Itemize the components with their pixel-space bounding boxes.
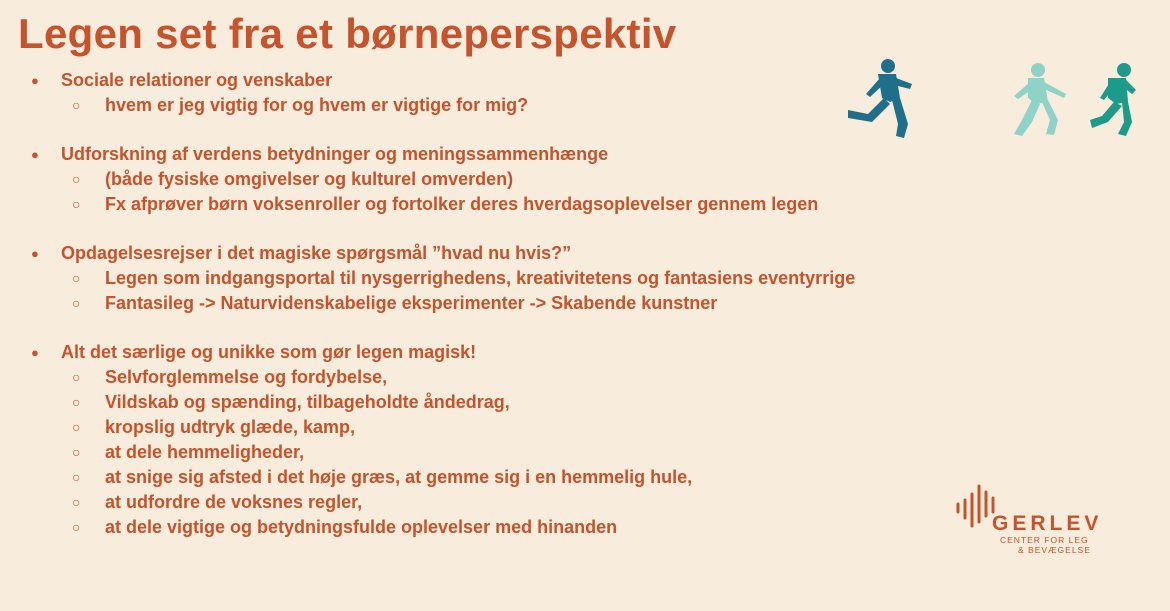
main-bullet-text: Udforskning af verdens betydninger og meningssammenhænge	[61, 144, 609, 164]
sub-bullet-text: Fantasileg -> Naturvidenskabelige eksperimenter -> Skabende kunstner	[105, 293, 718, 313]
sub-bullet-text: hvem er jeg vigtig for og hvem er vigtige for mig?	[105, 95, 529, 115]
running-child-dark-icon	[848, 59, 912, 138]
main-bullet	[0, 340, 1170, 365]
logo-subtitle-line1: CENTER FOR LEG	[1000, 535, 1089, 545]
sub-bullet-icon: ○	[72, 494, 81, 510]
main-bullet-text: Sociale relationer og venskaber	[61, 70, 333, 90]
main-bullet-text: Opdagelsesrejser i det magiske spørgsmål ”hvad nu hvis?”	[61, 243, 572, 263]
sub-bullet	[0, 291, 1170, 316]
sub-bullet	[0, 440, 1170, 465]
slide-title: Legen set fra et børneperspektiv	[18, 10, 677, 57]
bullet-icon: ●	[31, 147, 39, 162]
bullet-group	[0, 241, 1170, 316]
sub-bullet-text: (både fysiske omgivelser og kulturel omverden)	[105, 169, 514, 189]
sub-bullet-icon: ○	[72, 369, 81, 385]
sub-bullet-icon: ○	[72, 171, 81, 187]
main-bullet-text: Alt det særlige og unikke som gør legen magisk!	[61, 342, 477, 362]
sub-bullet-icon: ○	[72, 394, 81, 410]
sub-bullet-text: at snige sig afsted i det høje græs, at gemme sig i en hemmelig hule,	[105, 467, 693, 487]
bullet-icon: ●	[31, 345, 39, 360]
sub-bullet-icon: ○	[72, 519, 81, 535]
sub-bullet-icon: ○	[72, 469, 81, 485]
sub-bullet-icon: ○	[72, 444, 81, 460]
sub-bullet	[0, 266, 1170, 291]
gerlev-logo	[950, 482, 1110, 562]
running-child-light-icon	[1014, 63, 1066, 136]
sub-bullet	[0, 365, 1170, 390]
sub-bullet-icon: ○	[72, 270, 81, 286]
sub-bullet	[0, 192, 1170, 217]
sub-bullet	[0, 390, 1170, 415]
sub-bullet-icon: ○	[72, 295, 81, 311]
sub-bullet-text: at udfordre de voksnes regler,	[105, 492, 363, 512]
sub-bullet-text: kropslig udtryk glæde, kamp,	[105, 417, 356, 437]
bullet-group	[0, 142, 1170, 217]
sub-bullet	[0, 167, 1170, 192]
main-bullet	[0, 241, 1170, 266]
sub-bullet-text: at dele hemmeligheder,	[105, 442, 305, 462]
logo-subtitle-line2: & BEVÆGELSE	[1018, 545, 1091, 555]
running-child-teal-icon	[1090, 63, 1136, 136]
sound-wave-logo-icon	[950, 482, 1110, 562]
sub-bullet-icon: ○	[72, 97, 81, 113]
sub-bullet-text: Fx afprøver børn voksenroller og fortolker deres hverdagsoplevelser gennem legen	[105, 194, 819, 214]
running-children-illustration	[838, 58, 1138, 148]
sub-bullet-text: Vildskab og spænding, tilbageholdte åndedrag,	[105, 392, 510, 412]
bullet-icon: ●	[31, 73, 39, 88]
sub-bullet-text: Legen som indgangsportal til nysgerrighedens, kreativitetens og fantasiens eventyrrige	[105, 268, 856, 288]
sub-bullet-icon: ○	[72, 196, 81, 212]
sub-bullet-text: Selvforglemmelse og fordybelse,	[105, 367, 388, 387]
sub-bullet-icon: ○	[72, 419, 81, 435]
logo-wordmark: GERLEV	[992, 512, 1103, 535]
sub-bullet	[0, 415, 1170, 440]
bullet-icon: ●	[31, 246, 39, 261]
sub-bullet-text: at dele vigtige og betydningsfulde oplevelser med hinanden	[105, 517, 618, 537]
